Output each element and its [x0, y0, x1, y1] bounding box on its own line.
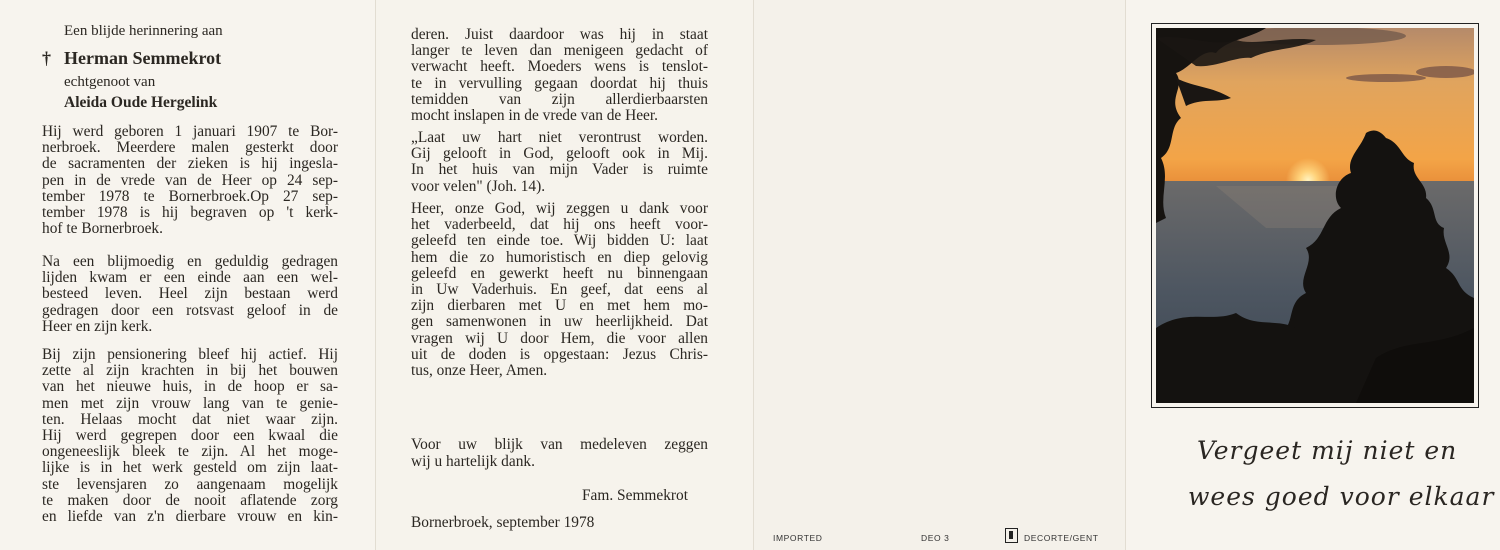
text-line: besteed leven. Heel zijn bestaan werd — [42, 285, 338, 303]
family-signature: Fam. Semmekrot — [582, 487, 689, 504]
imprint-publisher: DECORTE/GENT — [1024, 533, 1099, 543]
text-line: nerbroek. Meerdere malen gesterkt door — [42, 139, 338, 157]
text-line: zijn dierbaren met U en met hem mo- — [411, 297, 708, 315]
text-line: de sacramenten der zieken is hij ingesla- — [42, 155, 338, 173]
text-line: te in vervulling gegaan doordat hij thuis — [411, 74, 708, 92]
text-line: tember 1978 te Bornerbroek.Op 27 sep- — [42, 187, 338, 205]
text-line: zette al zijn krachten in bij het bouwen — [42, 362, 338, 380]
bible-quote — [411, 130, 708, 195]
text-line: Gij gelooft in God, gelooft ook in Mij. — [411, 145, 708, 163]
place-date: Bornerbroek, september 1978 — [411, 514, 595, 531]
fold-line — [375, 0, 376, 550]
text-line: voor velen" (Joh. 14). — [411, 177, 546, 195]
text-line: te maken door de nooit aflatende zorg — [42, 491, 338, 509]
text-line: ten. Helaas mocht dat niet waar zijn. — [42, 410, 338, 428]
text-line: Voor uw blijk van medeleven zeggen — [411, 436, 708, 453]
biography-paragraph — [42, 124, 338, 237]
text-line: Heer en zijn kerk. — [42, 317, 153, 335]
text-line: Hij werd geboren 1 januari 1907 te Bor- — [42, 123, 338, 140]
text-line: Na een blijmoedig en geduldig gedragen — [42, 253, 338, 270]
text-line: van het nieuwe huis, in de hoop er sa- — [42, 378, 338, 396]
text-line: Bij zijn pensionering bleef hij actief. Hij — [42, 346, 338, 363]
text-line: tus, onze Heer, Amen. — [411, 362, 548, 380]
text-line: wij u hartelijk dank. — [411, 453, 535, 470]
text-line: verwacht heeft. Moeders wens is tenslot- — [411, 58, 708, 76]
text-line: Hij werd gegrepen door een kwaal die — [42, 427, 338, 445]
text-line: Heer, onze God, wij zeggen u dank voor — [411, 200, 708, 217]
text-line: temidden van zijn allerdierbaarsten — [411, 90, 708, 108]
text-line: mocht inslapen in de vrede van de Heer. — [411, 107, 659, 125]
text-line: In het huis van mijn Vader is ruimte — [411, 161, 708, 179]
spouse-name: Aleida Oude Hergelink — [64, 94, 218, 111]
text-line: pen in de vrede van de Heer op 24 sep- — [42, 171, 338, 189]
fold-line — [1125, 0, 1126, 550]
sunset-over-sea-photo — [1156, 28, 1474, 403]
text-line: en liefde van z'n dierbare vrouw en kin- — [42, 508, 338, 526]
text-line: geleefd ten einde toe. Wij bidden U: laat — [411, 232, 708, 250]
text-line: deren. Juist daardoor was hij in staat — [411, 26, 708, 43]
spouse-label: echtgenoot van — [64, 74, 156, 90]
text-line: in Uw Vaderhuis. En geef, dat eens al — [411, 281, 708, 299]
card-panel-blank — [753, 0, 1125, 550]
thanks-text — [411, 436, 708, 470]
text-line: uit de doden is opgestaan: Jezus Chris- — [411, 345, 708, 363]
verse-line-2: wees goed voor elkaar — [1188, 482, 1495, 511]
text-line: hem die zo humoristisch en diep gelovig — [411, 248, 708, 266]
imprint-imported: IMPORTED — [773, 533, 823, 543]
text-line: langer te leven dan menigeen gedacht of — [411, 42, 708, 60]
retirement-paragraph — [42, 347, 338, 525]
text-line: tember 1978 is hij begraven op 't kerk- — [42, 204, 338, 222]
text-line: gedragen door een rotsvast geloof in de — [42, 301, 338, 319]
imprint-code: DEO 3 — [921, 533, 950, 543]
continuation-paragraph — [411, 27, 708, 124]
text-line: hof te Bornerbroek. — [42, 220, 163, 238]
verse-line-1: Vergeet mij niet en — [1197, 436, 1458, 465]
prayer-paragraph — [411, 201, 708, 379]
text-line: lijden kwam er een einde aan een wel- — [42, 269, 338, 287]
deceased-name: Herman Semmekrot — [64, 48, 222, 68]
intro-text: Een blijde herinnering aan — [64, 23, 223, 39]
text-line: ste levensjaren zo aangenaam mogelijk — [42, 475, 338, 493]
text-line: het vaderbeeld, dat hij ons heeft voor- — [411, 216, 708, 234]
text-line: gen samenwonen in uw heerlijkheid. Dat — [411, 313, 708, 331]
text-line: lijke is in het werk gesteld om zijn laat- — [42, 459, 338, 477]
text-line: vragen wij U door Hem, die voor allen — [411, 329, 708, 347]
publisher-logo-icon — [1005, 528, 1018, 543]
text-line: men met zijn vrouw lang van te genie- — [42, 394, 338, 412]
text-line: „Laat uw hart niet verontrust worden. — [411, 129, 708, 146]
text-line: geleefd en gewerkt heeft nu binnengaan — [411, 264, 708, 282]
text-line: ongeneeslijk bleek te zijn. Al het moge- — [42, 443, 338, 461]
cross-icon: † — [42, 48, 51, 68]
character-paragraph — [42, 254, 338, 335]
fold-line — [753, 0, 754, 550]
